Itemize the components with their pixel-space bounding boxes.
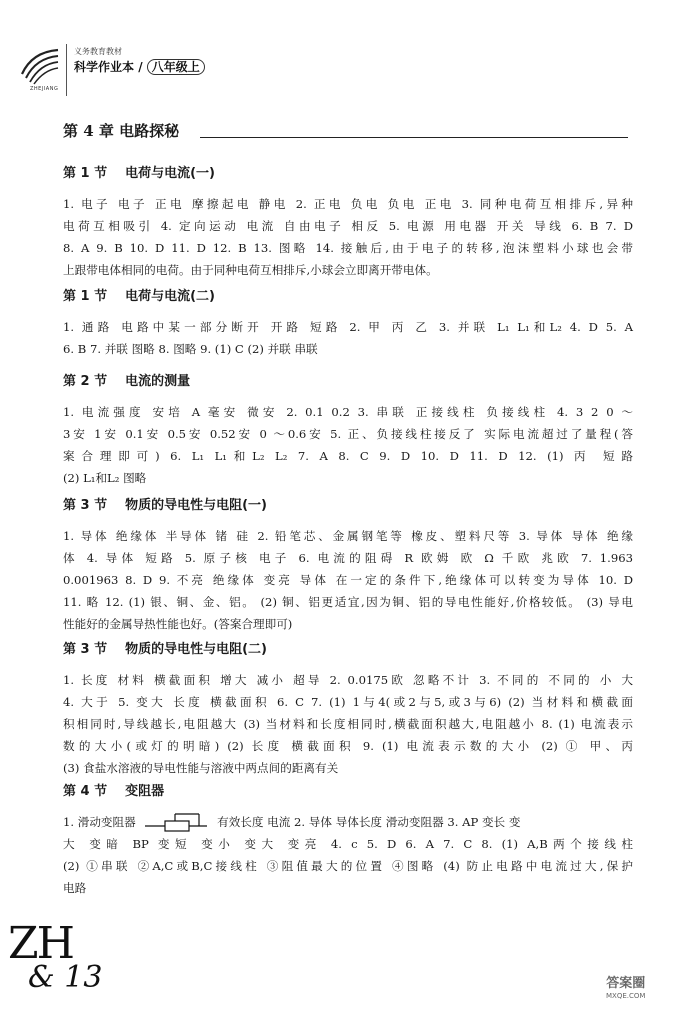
section-heading xyxy=(63,638,633,657)
answer-line: 电荷互相吸引 4. 定向运动 电流 自由电子 相反 5. 电源 用电器 开关 导线 6. B 7. D xyxy=(63,219,633,233)
answer-line: 1. 电流强度 安培 A 毫安 微安 2. 0.1 0.2 3. 串联 正接线柱 负接线柱 4. 3 2 0 ～ xyxy=(63,405,633,419)
section-title: 物质的导电性与电阻(一) xyxy=(125,498,267,513)
handwritten-mark: ZH xyxy=(8,918,73,969)
answer-line: (3) 食盐水溶液的导电性能与溶液中两点间的距离有关 xyxy=(63,761,339,775)
answer-line xyxy=(63,811,633,833)
section-1-1 xyxy=(63,162,633,281)
section-3-1 xyxy=(63,494,633,635)
answer-line: 1. 导体 绝缘体 半导体 锗 硅 2. 铅笔芯、金属钢笔等 橡皮、塑料尺等 3. 导体 导体 绝缘 xyxy=(63,529,633,543)
book-title-sep: / xyxy=(138,60,143,74)
answer-line: 1. 电子 电子 正电 摩擦起电 静电 2. 正电 负电 负电 正电 3. 同种电荷互相排斥,异种 xyxy=(63,197,633,211)
rheostat-symbol-icon xyxy=(145,812,207,832)
page-header xyxy=(18,40,258,110)
section-title: 变阻器 xyxy=(125,784,165,799)
section-number: 第 3 节 xyxy=(63,642,108,657)
publisher-logo-icon xyxy=(18,44,62,88)
answer-line: 数的大小(或灯的明暗) (2) 长度 横截面积 9. (1) 电流表示数的大小 (2) ① 甲、丙 xyxy=(63,739,633,753)
book-title-text: 科学作业本 xyxy=(74,60,135,74)
answer-line: 电路 xyxy=(63,881,87,895)
answer-line: 11. 略 12. (1) 银、铜、金、铝。 (2) 铜、铝更适宜,因为铜、铝的导电性能好,价格较低。 (3) 导电 xyxy=(63,595,633,609)
answer-line: 3安 1安 0.1安 0.5安 0.52安 0 ～0.6安 5. 正、负接线柱接反了 实际电流超过了量程(答 xyxy=(63,427,633,441)
section-heading xyxy=(63,162,633,181)
watermark-top: 答案圈 xyxy=(606,976,646,991)
header-divider xyxy=(66,44,67,96)
section-title: 电荷与电流(二) xyxy=(125,289,215,304)
answer-line: 体 4. 导体 短路 5. 原子核 电子 6. 电流的阻碍 R 欧姆 欧 Ω 千欧 兆欧 7. 1.963 xyxy=(63,551,633,565)
answer-line: 上跟带电体相同的电荷。由于同种电荷互相排斥,小球会立即离开带电体。 xyxy=(63,263,438,277)
answer-line: 1. 长度 材料 横截面积 增大 减小 超导 2. 0.0175欧 忽略不计 3. 不同的 不同的 小 大 xyxy=(63,673,633,687)
section-heading xyxy=(63,370,633,389)
chapter-heading xyxy=(63,120,628,144)
answer-text: 有效长度 电流 2. 导体 导体长度 滑动变阻器 3. AP 变长 变 xyxy=(217,815,521,829)
section-title: 电流的测量 xyxy=(125,374,191,389)
section-1-2 xyxy=(63,285,633,360)
section-heading xyxy=(63,780,633,799)
section-heading xyxy=(63,285,633,304)
section-title: 电荷与电流(一) xyxy=(125,166,215,181)
section-number: 第 4 节 xyxy=(63,784,108,799)
answer-line: (2) L₁和L₂ 图略 xyxy=(63,471,147,485)
answer-line: 大 变暗 BP 变短 变小 变大 变亮 4. c 5. D 6. A 7. C 8. (1) A,B两个接线柱 xyxy=(63,837,633,851)
section-number: 第 1 节 xyxy=(63,289,108,304)
logo-text: ZHEJIANG xyxy=(30,86,59,92)
answer-line: 积相同时,导线越长,电阻越大 (3) 当材料和长度相同时,横截面积越大,电阻越小 8. (1) 电流表示 xyxy=(63,717,633,731)
section-3-2 xyxy=(63,638,633,779)
answer-line: 案合理即可) 6. L₁ L₁和L₂ L₂ 7. A 8. C 9. D 10. D 11. D 12. (1) 丙 短路 xyxy=(63,449,633,463)
answer-line: 0.001963 8. D 9. 不亮 绝缘体 变亮 导体 在一定的条件下,绝缘体可以转变为导体 10. D xyxy=(63,573,633,587)
answer-line: 4. 大于 5. 变大 长度 横截面积 6. C 7. (1) 1与4(或2与5,或3与6) (2) 当材料和横截面 xyxy=(63,695,633,709)
book-title xyxy=(74,58,205,75)
section-number: 第 1 节 xyxy=(63,166,108,181)
series-label: 义务教育教材 xyxy=(74,47,122,56)
grade-label: 八年级上 xyxy=(147,59,205,75)
answer-line: 8. A 9. B 10. D 11. D 12. B 13. 图略 14. 接触后,由于电子的转移,泡沫塑料小球也会带 xyxy=(63,241,633,255)
section-heading xyxy=(63,494,633,513)
section-2 xyxy=(63,370,633,489)
watermark-bottom: MXQE.COM xyxy=(606,992,646,1000)
answer-text: 1. 滑动变阻器 xyxy=(63,815,136,829)
answer-line: 6. B 7. 并联 图略 8. 图略 9. (1) C (2) 并联 串联 xyxy=(63,342,318,356)
answer-line: 1. 通路 电路中某一部分断开 开路 短路 2. 甲 丙 乙 3. 并联 L₁ L₁和L₂ 4. D 5. A xyxy=(63,320,633,334)
section-number: 第 2 节 xyxy=(63,374,108,389)
site-watermark xyxy=(606,978,645,1002)
section-title: 物质的导电性与电阻(二) xyxy=(125,642,267,657)
answer-line: 性能好的金属导热性能也好。(答案合理即可) xyxy=(63,617,293,631)
handwritten-page-number: & 13 xyxy=(28,960,103,995)
section-4 xyxy=(63,780,633,899)
answer-line: (2) ①串联 ②A,C或B,C接线柱 ③阻值最大的位置 ④图略 (4) 防止电路中电流过大,保护 xyxy=(63,859,633,873)
chapter-underline xyxy=(200,137,628,138)
chapter-title: 第 4 章 电路探秘 xyxy=(63,122,180,140)
section-number: 第 3 节 xyxy=(63,498,108,513)
